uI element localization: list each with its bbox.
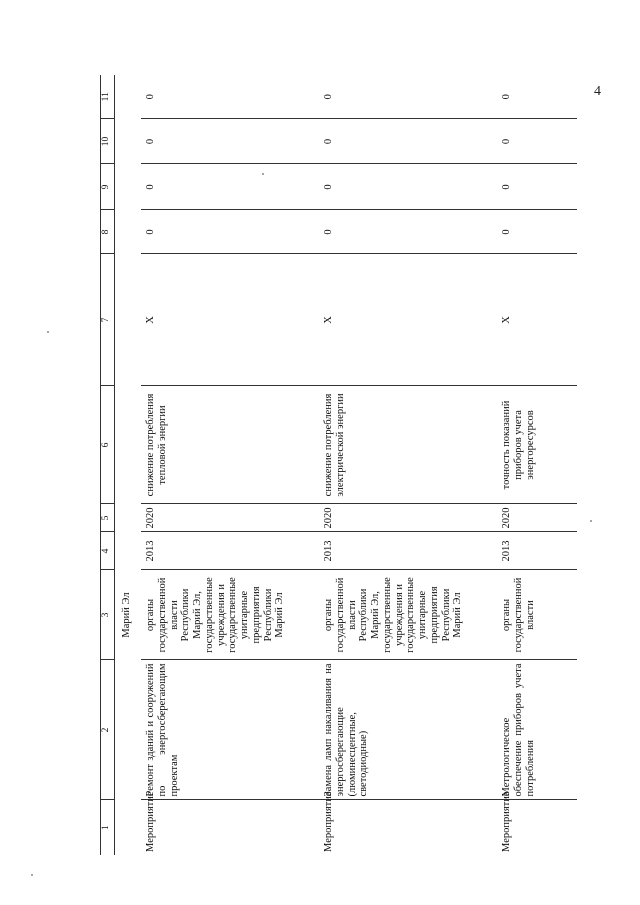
row-name: Замена ламп накаливания на энергосберегающие (люминесцентные, светодиодные) [319,660,497,800]
row-col10: 0 [319,119,497,164]
page-number: 4 [594,84,601,99]
row-col11: 0 [141,75,319,119]
row-kind: Мероприятие [501,791,512,852]
row-result: точность показаний приборов учета энергоресурсов [497,386,577,504]
col-header: 11 [101,75,115,119]
col-header: 6 [101,386,115,504]
row-executors: органы государственной власти Республики Марий Эл, государственные учреждения и государственные унитарные предприятия Республики Марий Эл [319,570,497,660]
table-row [141,75,319,855]
scan-speck [590,520,592,522]
row-col9: 0 [141,164,319,210]
row-start-year: 2013 [497,532,577,570]
row-col7: X [319,254,497,386]
col-header: 1 [101,800,115,855]
column-number-header [101,75,115,855]
row-col7: X [141,254,319,386]
row-col8: 0 [319,210,497,254]
table-row [319,75,497,855]
col-header: 2 [101,660,115,800]
row-kind: Мероприятие [145,791,156,852]
row-col8: 0 [141,210,319,254]
row-col9: 0 [497,164,577,210]
row-end-year: 2020 [497,504,577,532]
row-col11: 0 [497,75,577,119]
row-result: снижение потребления тепловой энергии [141,386,319,504]
col-header: 10 [101,119,115,164]
row-start-year: 2013 [319,532,497,570]
row-name: Ремонт зданий и сооружений по энергосберегающим проектам [141,660,319,800]
table-row [497,75,577,855]
col-header: 9 [101,164,115,210]
row-col7: X [497,254,577,386]
scan-speck [262,173,264,175]
row-name: Метрологическое обеспечение приборов учета потребления [497,660,577,800]
row-end-year: 2020 [141,504,319,532]
row-start-year: 2013 [141,532,319,570]
measures-table [100,75,577,855]
col-header: 7 [101,254,115,386]
row-col10: 0 [497,119,577,164]
row-col11: 0 [319,75,497,119]
row-col8: 0 [497,210,577,254]
col-header: 8 [101,210,115,254]
row-result: снижение потребления электрической энергии [319,386,497,504]
row-end-year: 2020 [319,504,497,532]
row-executors: органы государственной власти Республики Марий Эл, государственные учреждения и государственные унитарные предприятия Республики Марий Эл [141,570,319,660]
row-kind: Мероприятие [323,791,334,852]
continuation-text: Марий Эл [121,592,132,638]
row-executors: органы государственной власти [497,570,577,660]
col-header: 5 [101,504,115,532]
rotated-table-region [100,75,625,855]
scan-speck [47,331,49,333]
row-col10: 0 [141,119,319,164]
col-header: 4 [101,532,115,570]
col-header: 3 [101,570,115,660]
scan-speck [31,874,33,876]
continuation-row [115,75,142,855]
row-col9: 0 [319,164,497,210]
